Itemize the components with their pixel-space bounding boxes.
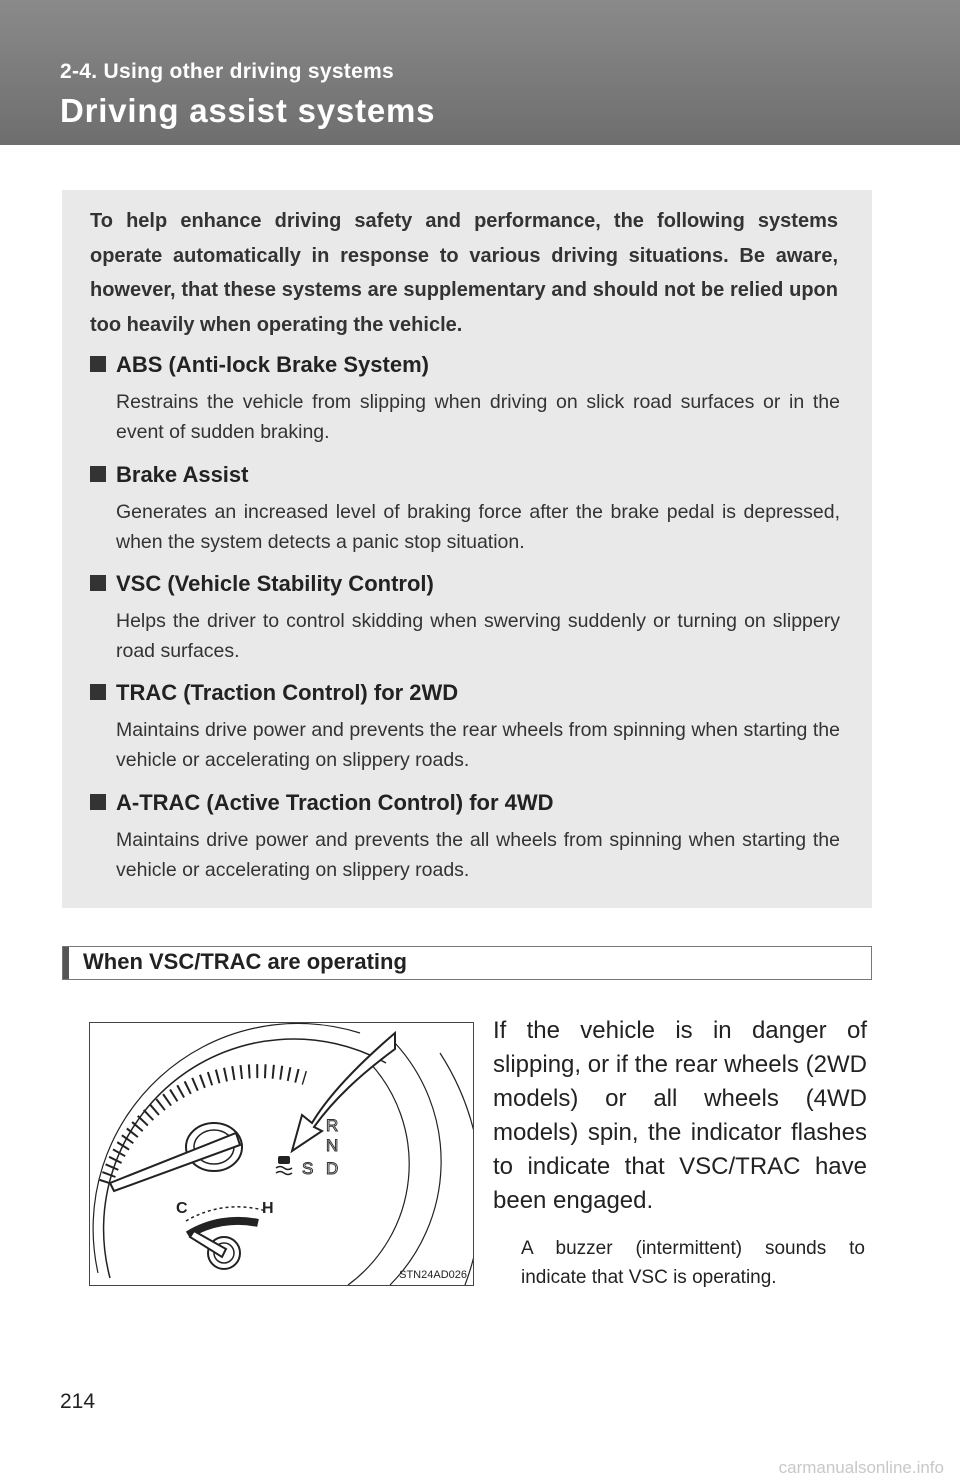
illustration-code: STN24AD026: [399, 1269, 467, 1281]
feature-description: Maintains drive power and prevents the all wheels from spinning when starting the vehicle or accelerating on slippery roads.: [116, 829, 840, 881]
body-paragraph: If the vehicle is in danger of slipping, or if the rear wheels (2WD models) or all wheels (4WD models) spin, the indicator flashes to indicate that VSC/TRAC have been engaged.: [493, 1017, 867, 1214]
feature-title: Brake Assist: [116, 462, 249, 487]
feature-trac: [90, 678, 840, 775]
speedometer-indicator-drawing: [90, 1023, 473, 1285]
feature-title: VSC (Vehicle Stability Control): [116, 571, 434, 596]
section-label: 2-4. Using other driving systems: [60, 60, 395, 83]
feature-description: Generates an increased level of braking force after the brake pedal is depressed, when the system detects a panic stop situation.: [116, 501, 840, 553]
feature-title: ABS (Anti-lock Brake System): [116, 352, 429, 377]
skid-indicator-icon: [276, 1156, 292, 1175]
feature-description: Helps the driver to control skidding when swerving suddenly or turning on slippery road surfaces.: [116, 610, 840, 662]
pointer-arrow-icon: [292, 1033, 395, 1151]
page-title: Driving assist systems: [60, 92, 436, 129]
temp-cold-label: C: [176, 1200, 188, 1217]
bullet-square-icon: [90, 356, 106, 372]
feature-title: TRAC (Traction Control) for 2WD: [116, 680, 459, 705]
heading-accent-bar: [63, 947, 69, 979]
feature-vsc: [90, 569, 840, 666]
instrument-cluster-illustration: [89, 1022, 474, 1286]
page-number: 214: [60, 1390, 96, 1413]
gear-label-d: D: [326, 1159, 339, 1178]
bullet-square-icon: [90, 684, 106, 700]
page-header: [0, 0, 960, 145]
feature-a-trac: [90, 788, 840, 885]
gear-label-n: N: [326, 1136, 339, 1155]
bullet-square-icon: [90, 794, 106, 810]
temp-hot-label: H: [262, 1200, 274, 1217]
intro-paragraph: To help enhance driving safety and performance, the following systems operate automatically in response to various driving situations. Be aware, however, that these systems are supplementary and should not be relied upon too heavily when operating the vehicle.: [90, 210, 838, 336]
subsection-title: When VSC/TRAC are operating: [83, 949, 407, 974]
gear-label-r: R: [326, 1116, 339, 1135]
gear-label-s: S: [302, 1159, 314, 1178]
bullet-square-icon: [90, 466, 106, 482]
feature-title: A-TRAC (Active Traction Control) for 4WD: [116, 790, 554, 815]
buzzer-note: A buzzer (intermittent) sounds to indicate that VSC is operating.: [521, 1238, 865, 1288]
summary-box: [62, 190, 872, 908]
subsection-heading: [62, 946, 872, 980]
feature-description: Maintains drive power and prevents the rear wheels from spinning when starting the vehicle or accelerating on slippery roads.: [116, 719, 840, 771]
feature-description: Restrains the vehicle from slipping when driving on slick road surfaces or in the event of sudden braking.: [116, 391, 840, 443]
watermark: carmanualsonline.info: [778, 1458, 944, 1477]
feature-brake-assist: [90, 460, 840, 557]
feature-abs: [90, 350, 840, 447]
bullet-square-icon: [90, 575, 106, 591]
